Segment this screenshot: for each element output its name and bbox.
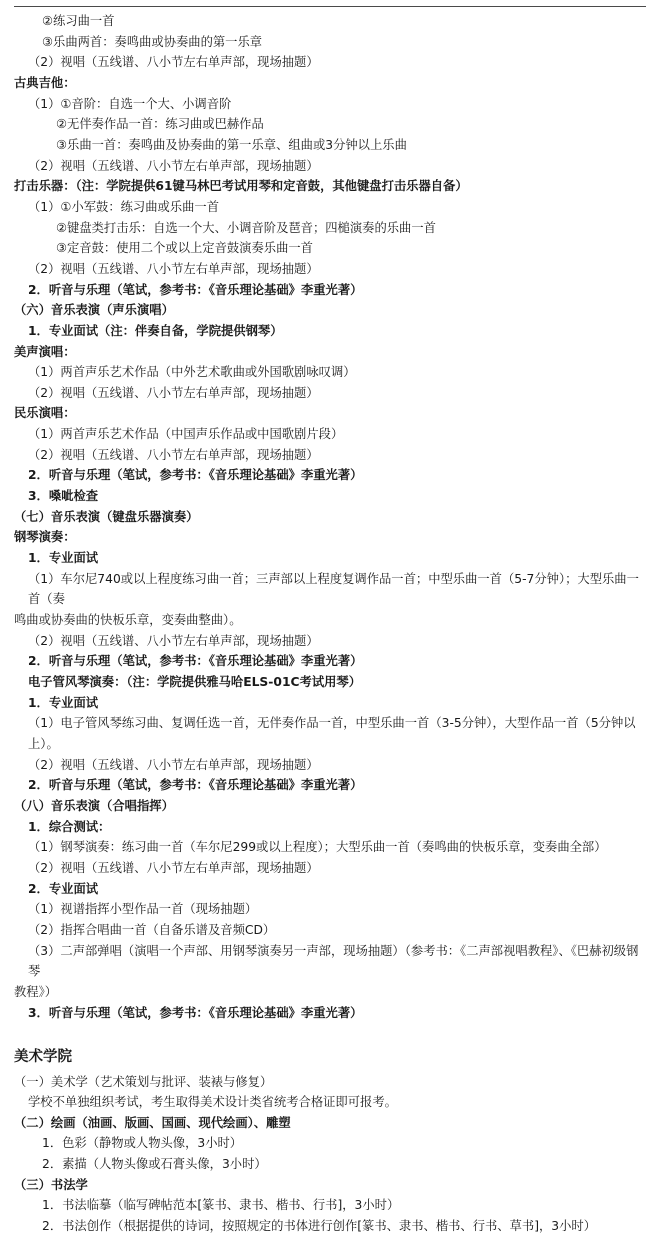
requirement-line: 鸣曲或协奏曲的快板乐章，变奏曲整曲）。 bbox=[14, 613, 242, 628]
requirement-line: ③乐曲一首：奏鸣曲及协奏曲的第一乐章、组曲或3分钟以上乐曲 bbox=[56, 137, 407, 152]
requirement-line: （1）钢琴演奏：练习曲一首（车尔尼299或以上程度）；大型乐曲一首（奏鸣曲的快板乐章，变奏曲全部） bbox=[28, 840, 607, 855]
section-spacer bbox=[14, 1023, 646, 1033]
requirement-line: （1）①音阶：自选一个大、小调音阶 bbox=[28, 96, 232, 111]
requirement-line: 民乐演唱： bbox=[14, 406, 76, 421]
requirement-line: 1．专业面试（注：伴奏自备，学院提供钢琴） bbox=[28, 323, 283, 338]
requirement-line: 美声演唱： bbox=[14, 344, 76, 359]
fine-arts-requirement-line: 学校不单独组织考试，考生取得美术设计类省统考合格证即可报考。 bbox=[28, 1095, 397, 1110]
requirement-line: 1．专业面试 bbox=[28, 695, 99, 710]
requirement-line: 1．专业面试 bbox=[28, 551, 99, 566]
requirement-line: （1）①小军鼓：练习曲或乐曲一首 bbox=[28, 199, 220, 214]
fine-arts-requirement-line: （三）书法学 bbox=[14, 1177, 88, 1192]
section-title-fine-arts: 美术学院 bbox=[14, 1049, 72, 1066]
requirement-line: 打击乐器：（注：学院提供61键马林巴考试用琴和定音鼓，其他键盘打击乐器自备） bbox=[14, 179, 468, 194]
requirement-line: 古典吉他： bbox=[14, 75, 76, 90]
requirement-line: （1）车尔尼740或以上程度练习曲一首；三声部以上程度复调作品一首；中型乐曲一首（5-7分钟）；大型乐曲一首（奏 bbox=[28, 571, 639, 607]
requirement-line: （八）音乐表演（合唱指挥） bbox=[14, 798, 174, 813]
fine-arts-requirements-list bbox=[14, 1072, 646, 1237]
requirement-line: ③乐曲两首：奏鸣曲或协奏曲的第一乐章 bbox=[42, 34, 263, 49]
fine-arts-requirement-line: 1．书法临摹（临写碑帖范本[篆书、隶书、楷书、行书]，3小时） bbox=[42, 1198, 400, 1213]
fine-arts-requirement-line: 2．书法创作（根据提供的诗词，按照规定的书体进行创作[篆书、隶书、楷书、行书、草书]，3小时） bbox=[42, 1219, 597, 1234]
requirement-line: ②练习曲一首 bbox=[42, 14, 115, 28]
requirement-line: （2）视唱（五线谱、八小节左右单声部，现场抽题） bbox=[28, 385, 319, 400]
requirement-line: 2．听音与乐理（笔试，参考书：《音乐理论基础》李重光著） bbox=[28, 778, 363, 793]
requirement-line: （2）视唱（五线谱、八小节左右单声部，现场抽题） bbox=[28, 158, 319, 173]
requirement-line: （六）音乐表演（声乐演唱） bbox=[14, 303, 174, 318]
requirement-line: ②键盘类打击乐：自选一个大、小调音阶及琶音；四槌演奏的乐曲一首 bbox=[56, 220, 436, 235]
requirement-line: （2）视唱（五线谱、八小节左右单声部，现场抽题） bbox=[28, 447, 319, 462]
requirement-line: （1）两首声乐艺术作品（中国声乐作品或中国歌剧片段） bbox=[28, 427, 344, 442]
requirement-line: ③定音鼓：使用二个或以上定音鼓演奏乐曲一首 bbox=[56, 241, 313, 256]
requirement-line: （2）视唱（五线谱、八小节左右单声部，现场抽题） bbox=[28, 860, 319, 875]
requirement-line: （七）音乐表演（键盘乐器演奏） bbox=[14, 509, 199, 524]
requirement-line: （1）两首声乐艺术作品（中外艺术歌曲或外国歌剧咏叹调） bbox=[28, 365, 356, 380]
requirement-line: 2．听音与乐理（笔试，参考书：《音乐理论基础》李重光著） bbox=[28, 468, 363, 483]
top-divider bbox=[14, 6, 646, 7]
fine-arts-requirement-line: 2．素描（人物头像或石膏头像，3小时） bbox=[42, 1157, 267, 1172]
requirement-line: 2．听音与乐理（笔试，参考书：《音乐理论基础》李重光著） bbox=[28, 282, 363, 297]
fine-arts-requirement-line: 1．色彩（静物或人物头像，3小时） bbox=[42, 1136, 243, 1151]
requirement-line: ②无伴奏作品一首：练习曲或巴赫作品 bbox=[56, 117, 264, 132]
requirement-line: （2）视唱（五线谱、八小节左右单声部，现场抽题） bbox=[28, 55, 319, 70]
fine-arts-requirement-line: （二）绘画（油画、版画、国画、现代绘画）、雕塑 bbox=[14, 1115, 291, 1130]
requirement-line: （3）二声部弹唱（演唱一个声部、用钢琴演奏另一声部，现场抽题）（参考书：《二声部视唱教程》、《巴赫初级钢琴 bbox=[28, 943, 639, 979]
requirement-line: 钢琴演奏： bbox=[14, 530, 76, 545]
exam-requirements-list bbox=[14, 11, 646, 1023]
requirement-line: （1）电子管风琴练习曲、复调任选一首，无伴奏作品一首，中型乐曲一首（3-5分钟），大型作品一首（5分钟以上）。 bbox=[28, 716, 636, 751]
fine-arts-requirement-line: （一）美术学（艺术策划与批评、装裱与修复） bbox=[14, 1074, 273, 1089]
requirement-line: 2．听音与乐理（笔试，参考书：《音乐理论基础》李重光著） bbox=[28, 654, 363, 669]
requirement-line: 2．专业面试 bbox=[28, 881, 99, 896]
requirement-line: 1．综合测试： bbox=[28, 819, 111, 834]
requirement-line: （2）视唱（五线谱、八小节左右单声部，现场抽题） bbox=[28, 757, 319, 772]
requirement-line: （2）视唱（五线谱、八小节左右单声部，现场抽题） bbox=[28, 261, 319, 276]
requirement-line: 3．嗓呲检查 bbox=[28, 489, 99, 504]
requirement-line: 3．听音与乐理（笔试，参考书：《音乐理论基础》李重光著） bbox=[28, 1005, 363, 1020]
requirement-line: 电子管风琴演奏：（注：学院提供雅马哈ELS-01C考试用琴） bbox=[28, 675, 362, 689]
requirement-line: （2）视唱（五线谱、八小节左右单声部，现场抽题） bbox=[28, 633, 319, 648]
requirement-line: 教程》） bbox=[14, 984, 58, 999]
requirement-line: （1）视谱指挥小型作品一首（现场抽题） bbox=[28, 902, 258, 917]
requirement-line: （2）指挥合唱曲一首（自备乐谱及音频CD） bbox=[28, 922, 276, 937]
